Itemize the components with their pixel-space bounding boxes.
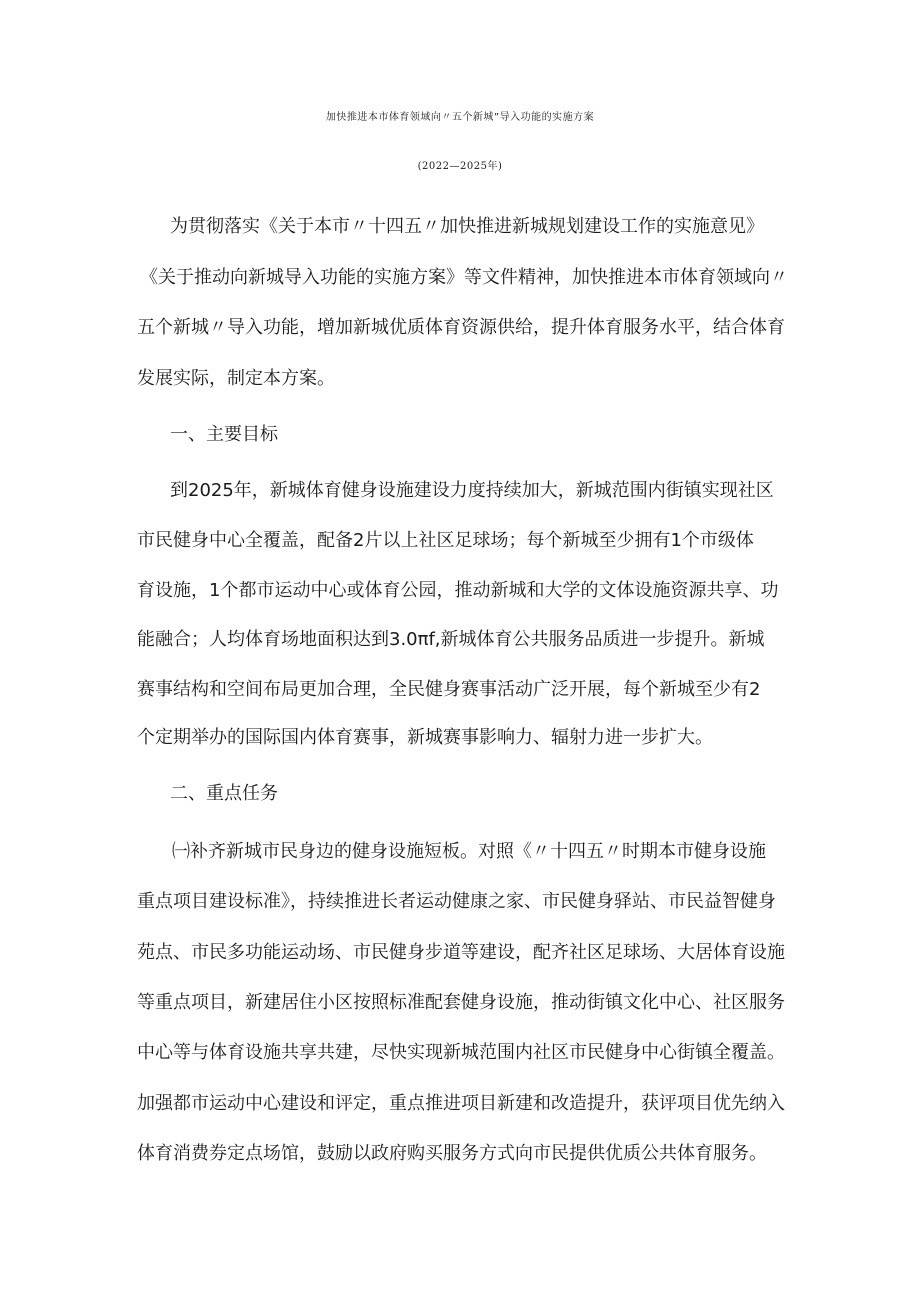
goals-line: 到2025年，新城体育健身设施建设力度持续加大，新城范围内街镇实现社区 — [170, 480, 774, 501]
goals-line: 育设施，1个都市运动中心或体育公园，推动新城和大学的文体设施资源共享、功 — [137, 580, 779, 601]
tasks-line: 等重点项目，新建居住小区按照标准配套健身设施，推动街镇文化中心、社区服务 — [137, 992, 785, 1013]
document-title: 加快推进本市体育领域向〃五个新城”导入功能的实施方案 — [325, 112, 595, 123]
tasks-line: 中心等与体育设施共享共建，尽快实现新城范围内社区市民健身中心街镇全覆盖。 — [137, 1042, 785, 1063]
intro-line: 五个新城〃导入功能，增加新城优质体育资源供给，提升体育服务水平，结合体育 — [137, 317, 785, 338]
goals-line: 能融合；人均体育场地面积达到3.0πf,新城体育公共服务品质进一步提升。新城 — [137, 629, 765, 650]
intro-line: 《关于推动向新城导入功能的实施方案》等文件精神，加快推进本市体育领域向〃 — [140, 267, 788, 288]
tasks-line: ㈠补齐新城市民身边的健身设施短板。对照《〃十四五〃时期本市健身设施 — [172, 841, 766, 862]
tasks-line: 重点项目建设标准》，持续推进长者运动健康之家、市民健身驿站、市民益智健身 — [137, 891, 776, 912]
intro-line: 发展实际，制定本方案。 — [137, 368, 335, 389]
tasks-line: 体育消费券定点场馆，鼓励以政府购买服务方式向市民提供优质公共体育服务。 — [137, 1143, 767, 1164]
document-subtitle: (2022—2025年) — [417, 161, 503, 172]
section-heading-goals: 一、主要目标 — [170, 424, 278, 445]
goals-line: 市民健身中心全覆盖，配备2片以上社区足球场；每个新城至少拥有1个市级体 — [137, 530, 754, 551]
goals-line: 个定期举办的国际国内体育赛事，新城赛事影响力、辐射力进一步扩大。 — [137, 727, 713, 748]
section-heading-tasks: 二、重点任务 — [170, 783, 278, 804]
tasks-line: 苑点、市民多功能运动场、市民健身步道等建设，配齐社区足球场、大居体育设施 — [137, 942, 785, 963]
intro-line: 为贯彻落实《关于本市〃十四五〃加快推进新城规划建设工作的实施意见》 — [170, 216, 764, 237]
goals-line: 赛事结构和空间布局更加合理，全民健身赛事活动广泛开展，每个新城至少有2 — [137, 679, 761, 700]
tasks-line: 加强都市运动中心建设和评定，重点推进项目新建和改造提升，获评项目优先纳入 — [137, 1093, 785, 1114]
